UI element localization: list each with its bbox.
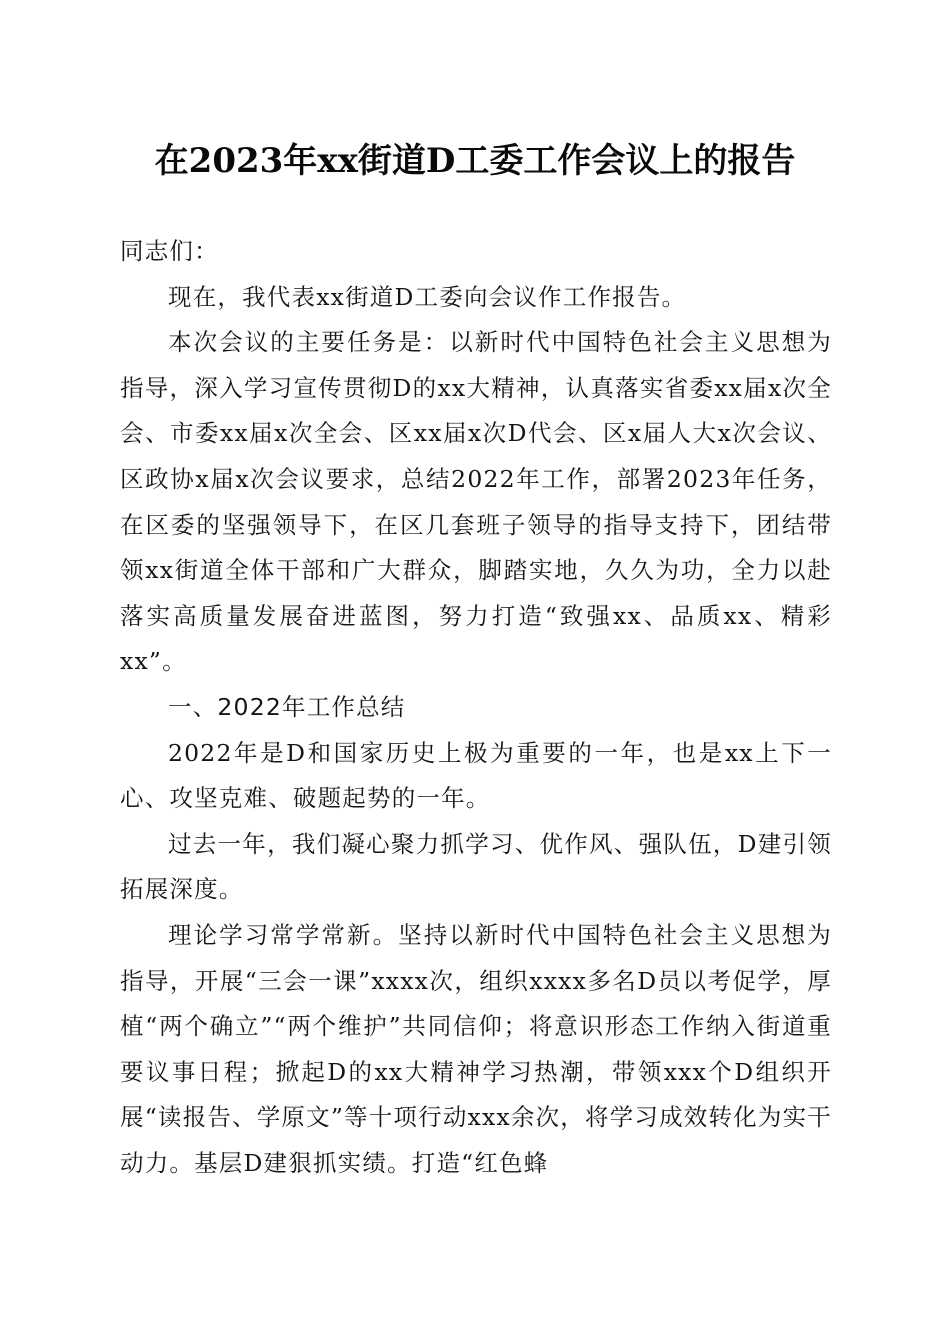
paragraph-main-tasks: 本次会议的主要任务是：以新时代中国特色社会主义思想为指导，深入学习宣传贯彻D的xx大精神，认真落实省委xx届x次全会、市委xx届x次全会、区xx届x次D代会、区x届人大x次会议、区政协x届x次会议要求，总结2022年工作，部署2023年任务，在区委的坚强领导下，在区几套班子领导的指导支持下，团结带领xx街道全体干部和广大群众，脚踏实地，久久为功，全力以赴落实高质量发展奋进蓝图，努力打造“致强xx、品质xx、精彩xx”。 (120, 328, 832, 676)
paragraph-past-year: 过去一年，我们凝心聚力抓学习、优作风、强队伍，D建引领拓展深度。 (120, 829, 832, 904)
document-body (120, 229, 832, 1186)
document-title: 在2023年xx街道D工委工作会议上的报告 (154, 141, 796, 181)
paragraph-theory-study: 理论学习常学常新。坚持以新时代中国特色社会主义思想为指导，开展“三会一课”xxxx次，组织xxxx多名D员以考促学，厚植“两个确立”“两个维护”共同信仰；将意识形态工作纳入街道重要议事日程；掀起D的xx大精神学习热潮，带领xxx个D组织开展“读报告、学原文”等十项行动xxx余次，将学习成效转化为实干动力。基层D建狠抓实绩。打造“红色蜂 (120, 920, 832, 1177)
section-heading: 一、2022年工作总结 (168, 692, 406, 721)
salutation: 同志们： (120, 237, 219, 265)
paragraph-opening: 现在，我代表xx街道D工委向会议作工作报告。 (168, 282, 687, 311)
paragraph-year-overview: 2022年是D和国家历史上极为重要的一年，也是xx上下一心、攻坚克难、破题起势的一年。 (120, 738, 832, 813)
